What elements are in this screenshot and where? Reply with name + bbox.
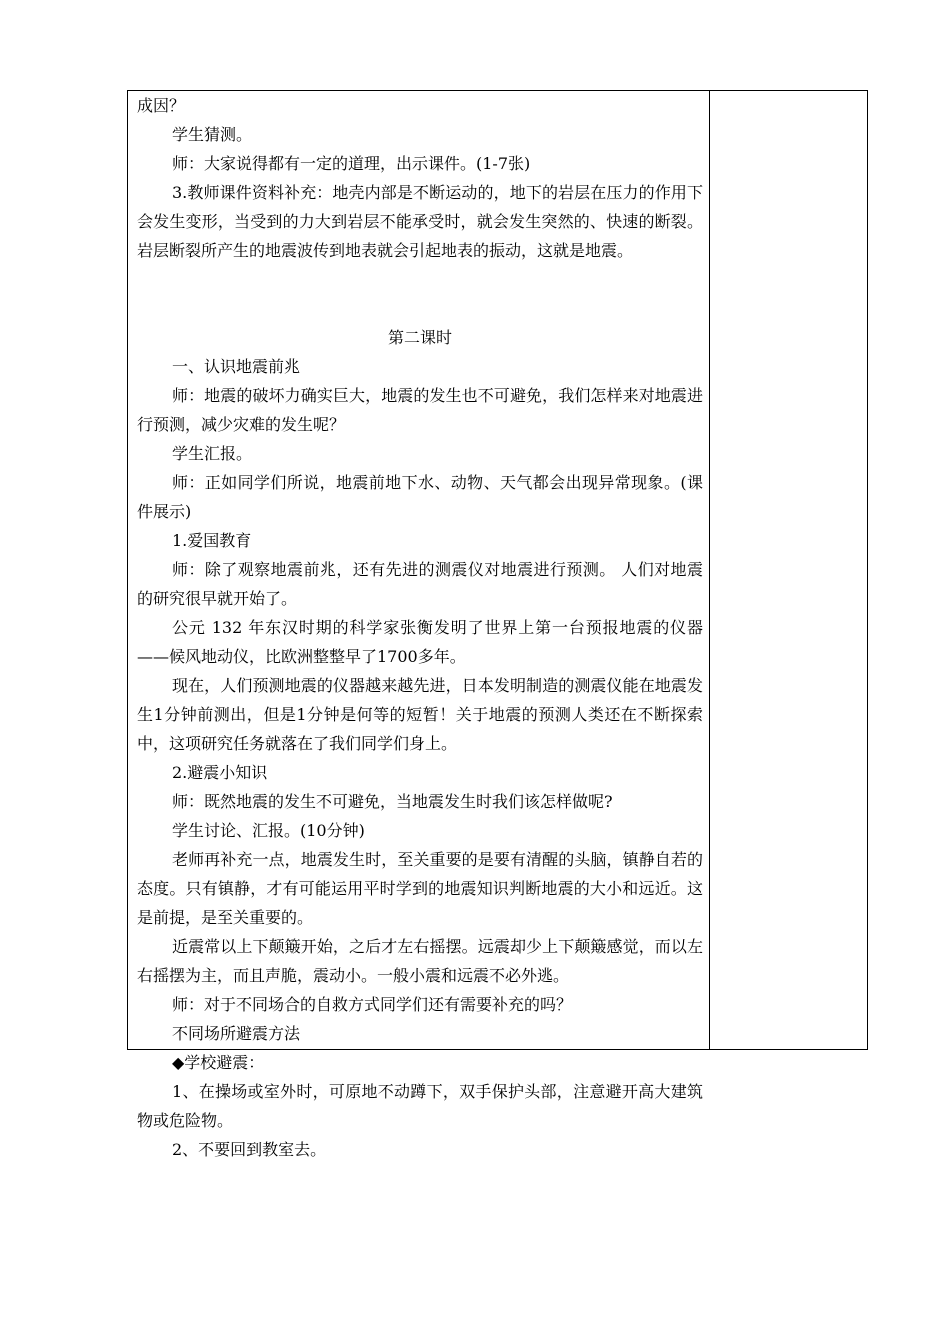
spacer	[137, 265, 703, 323]
lesson-content	[137, 91, 703, 1164]
heading-earthquake-signs: 一、认识地震前兆	[172, 357, 301, 376]
paragraph: 公元 132 年东汉时期的科学家张衡发明了世界上第一台预报地震的仪器——候风地动仪，比欧洲整整早了1700多年。	[137, 618, 703, 666]
paragraph: 老师再补充一点，地震发生时，至关重要的是要有清醒的头脑，镇静自若的态度。只有镇静，才有可能运用平时学到的地震知识判断地震的大小和远近。这是前提，是至关重要的。	[137, 850, 703, 927]
heading-patriotic-education: 1.爱国教育	[172, 531, 252, 550]
notes-column	[710, 91, 867, 1049]
paragraph: 师：既然地震的发生不可避免，当地震发生时我们该怎样做呢?	[172, 792, 613, 811]
paragraph: 师：正如同学们所说，地震前地下水、动物、天气都会出现异常现象。(课件展示)	[137, 473, 703, 521]
heading-earthquake-safety: 2.避震小知识	[172, 763, 268, 782]
paragraph: 师：除了观察地震前兆，还有先进的测震仪对地震进行预测。 人们对地震的研究很早就开始了。	[137, 560, 703, 608]
section-title: 第二课时	[387, 328, 452, 347]
paragraph: 学生汇报。	[172, 444, 253, 463]
paragraph: 成因？	[137, 96, 186, 115]
list-item: 1、在操场或室外时，可原地不动蹲下，双手保护头部，注意避开高大建筑物或危险物。	[137, 1082, 703, 1130]
paragraph: 3.教师课件资料补充：地壳内部是不断运动的，地下的岩层在压力的作用下会发生变形，当受到的力大到岩层不能承受时，就会发生突然的、快速的断裂。岩层断裂所产生的地震波传到地表就会引起地表的振动，这就是地震。	[137, 183, 703, 260]
paragraph: 师：对于不同场合的自救方式同学们还有需要补充的吗？	[172, 995, 573, 1014]
paragraph: 师：地震的破坏力确实巨大，地震的发生也不可避免，我们怎样来对地震进行预测，减少灾难的发生呢？	[137, 386, 703, 434]
paragraph: 学生讨论、汇报。(10分钟)	[172, 821, 365, 840]
paragraph: 近震常以上下颠簸开始，之后才左右摇摆。远震却少上下颠簸感觉，而以左右摇摆为主，而且声脆，震动小。一般小震和远震不必外逃。	[137, 937, 703, 985]
paragraph: 学生猜测。	[172, 125, 253, 144]
school-safety-heading: ◆学校避震：	[172, 1053, 265, 1072]
list-item: 2、不要回到教室去。	[172, 1140, 327, 1159]
paragraph: 现在，人们预测地震的仪器越来越先进，日本发明制造的测震仪能在地震发生1分钟前测出，但是1分钟是何等的短暂！关于地震的预测人类还在不断探索中，这项研究任务就落在了我们同学们身上。	[137, 676, 703, 753]
paragraph: 师：大家说得都有一定的道理，出示课件。(1-7张)	[172, 154, 531, 173]
paragraph: 不同场所避震方法	[172, 1024, 301, 1043]
